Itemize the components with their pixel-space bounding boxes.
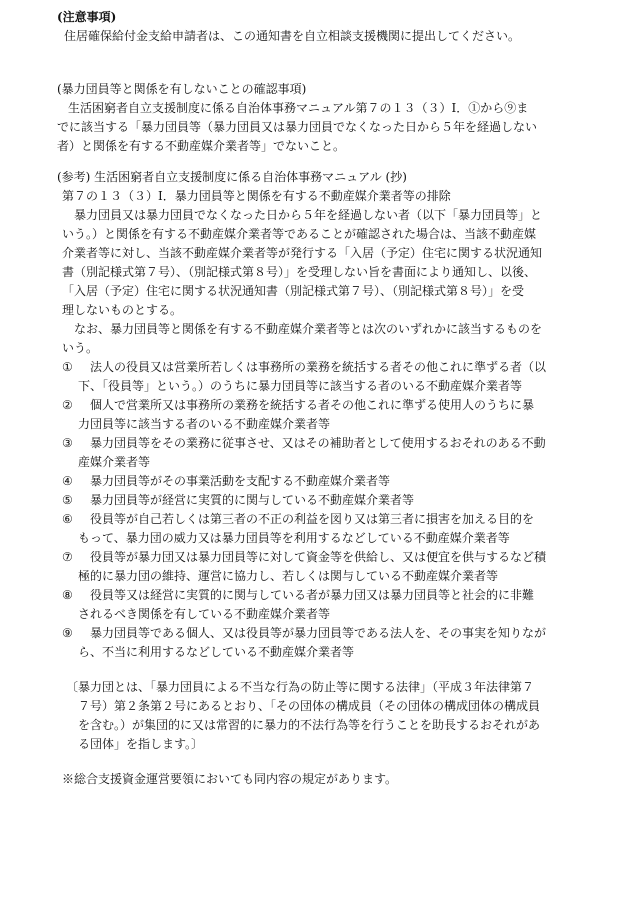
item-1-line-2: 下、「役員等」という。）のうちに暴力団員等に該当する者のいる不動産媒介業者等 xyxy=(78,379,523,393)
item-9-number: ⑨ xyxy=(62,626,73,640)
item-3-line-2: 産媒介業者等 xyxy=(78,455,151,469)
item-6-line-1: 役員等が自己若しくは第三者の不正の利益を図り又は第三者に損害を加える目的を xyxy=(90,512,535,526)
item-1-number: ① xyxy=(62,360,73,374)
item-2-line-2: 力団員等に該当する者のいる不動産媒介業者等 xyxy=(78,417,331,431)
item-6-number: ⑥ xyxy=(62,512,73,526)
para1-line-6: 理しないものとする。 xyxy=(62,303,183,317)
confirm-line-1: 生活困窮者自立支援制度に係る自治体事務マニュアル第７の１３（３）Ⅰ．①から⑨ま xyxy=(68,101,529,115)
notice-text: 住居確保給付金支給申請者は、この通知書を自立相談支援機関に提出してください。 xyxy=(64,29,521,43)
definition-line-4: る団体」を指します。〕 xyxy=(78,737,204,751)
para1-line-3: 介業者等に対し、当該不動産媒介業者等が発行する「入居（予定）住宅に関する状況通知 xyxy=(62,246,543,260)
item-4-line-1: 暴力団員等がその事業活動を支配する不動産媒介業者等 xyxy=(90,474,391,488)
notice-heading: (注意事項) xyxy=(57,10,117,24)
definition-line-3: を含む。）が集団的に又は常習的に暴力的不法行為等を行うことを助長するおそれがあ xyxy=(78,718,541,732)
item-7-line-1: 役員等が暴力団又は暴力団員等に対して資金等を供給し、又は便宜を供与するなど積 xyxy=(90,550,547,564)
item-5-line-1: 暴力団員等が経営に実質的に関与している不動産媒介業者等 xyxy=(90,493,415,507)
confirm-line-3: 者）と関係を有する不動産媒介業者等」でないこと。 xyxy=(57,139,346,153)
para1-line-4: 書（別記様式第７号）、（別記様式第８号）」を受理しない旨を書面により通知し、以後、 xyxy=(62,265,537,279)
para1-line-5: 「入居（予定）住宅に関する状況通知書（別記様式第７号）、（別記様式第８号）」を受 xyxy=(62,284,525,298)
item-2-number: ② xyxy=(62,398,73,412)
para2-line-2: いう。 xyxy=(62,341,99,355)
item-3-number: ③ xyxy=(62,436,73,450)
item-8-line-2: されるべき関係を有している不動産媒介業者等 xyxy=(78,607,331,621)
item-4-number: ④ xyxy=(62,474,73,488)
footnote: ※総合支援資金運営要領においても同内容の規定があります。 xyxy=(62,772,398,786)
para1-line-1: 暴力団員又は暴力団員でなくなった日から５年を経過しない者（以下「暴力団員等」と xyxy=(74,208,543,222)
item-8-line-1: 役員等又は経営に実質的に関与している者が暴力団又は暴力団員等と社会的に非難 xyxy=(90,588,535,602)
item-5-number: ⑤ xyxy=(62,493,73,507)
item-3-line-1: 暴力団員等をその業務に従事させ、又はその補助者として使用するおそれのある不動 xyxy=(90,436,546,450)
reference-heading: (参考) 生活困窮者自立支援制度に係る自治体事務マニュアル (抄) xyxy=(57,170,407,184)
item-7-number: ⑦ xyxy=(62,550,73,564)
confirm-heading: (暴力団員等と関係を有しないことの確認事項) xyxy=(57,82,307,96)
para2-line-1: なお、暴力団員等と関係を有する不動産媒介業者等とは次のいずれかに該当するものを xyxy=(74,322,543,336)
item-8-number: ⑧ xyxy=(62,588,73,602)
definition-line-2: ７号）第２条第２号にあるとおり、「その団体の構成員（その団体の構成団体の構成員 xyxy=(78,699,541,713)
item-9-line-2: ら、不当に利用するなどしている不動産媒介業者等 xyxy=(78,645,355,659)
definition-line-1: 〔暴力団とは、「暴力団員による不当な行為の防止等に関する法律」（平成３年法律第７ xyxy=(66,680,535,694)
item-7-line-2: 極的に暴力団の維持、運営に協力し、若しくは関与している不動産媒介業者等 xyxy=(78,569,499,583)
confirm-line-2: でに該当する「暴力団員等（暴力団員又は暴力団員でなくなった日から５年を経過しない xyxy=(57,120,538,134)
item-2-line-1: 個人で営業所又は事務所の業務を統括する者その他これに準ずる使用人のうちに暴 xyxy=(90,398,535,412)
item-1-line-1: 法人の役員又は営業所若しくは事務所の業務を統括する者その他これに準ずる者（以 xyxy=(90,360,547,374)
para1-line-2: いう。）と関係を有する不動産媒介業者等であることが確認された場合は、当該不動産媒 xyxy=(62,227,537,241)
item-9-line-1: 暴力団員等である個人、又は役員等が暴力団員等である法人を、その事実を知りなが xyxy=(90,626,547,640)
reference-subheading: 第７の１３（３）Ⅰ．暴力団員等と関係を有する不動産媒介業者等の排除 xyxy=(62,189,451,203)
item-6-line-2: もって、暴力団の威力又は暴力団員等を利用するなどしている不動産媒介業者等 xyxy=(78,531,510,545)
